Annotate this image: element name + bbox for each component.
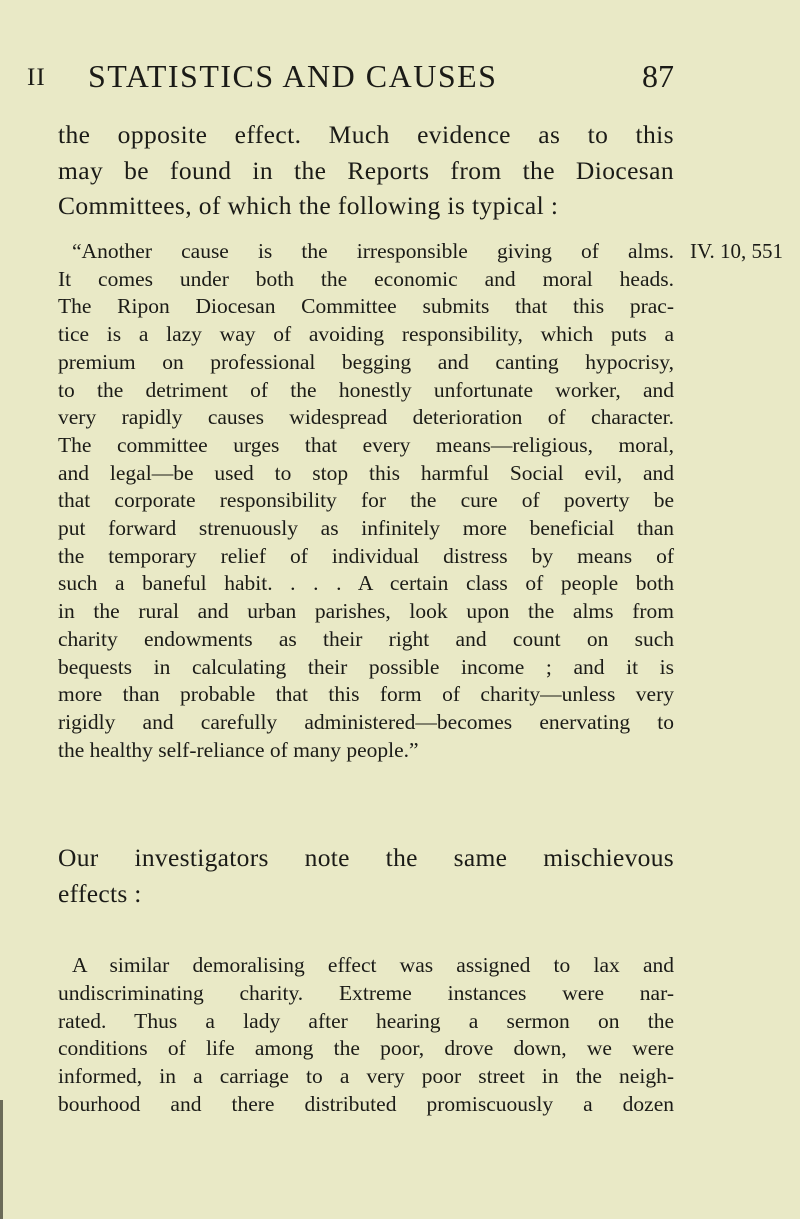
chapter-number: II (27, 64, 46, 91)
text-line: charity endowments as their right and count on such (58, 626, 674, 651)
margin-reference: IV. 10, 551 (690, 239, 783, 263)
text-line: that corporate responsibility for the cure of poverty be (58, 488, 674, 513)
text-line: such a baneful habit. . . . A certain class of people both (58, 571, 674, 596)
text-line: premium on professional begging and canting hypocrisy, (58, 349, 674, 374)
text-line: effects : (58, 879, 142, 908)
text-line: tice is a lazy way of avoiding responsibility, which puts a (58, 322, 674, 347)
text-line: in the rural and urban parishes, look upon the alms from (58, 599, 674, 624)
text-line: more than probable that this form of charity—unless very (58, 682, 674, 707)
running-title: STATISTICS AND CAUSES (88, 58, 498, 94)
demoralising-paragraph (58, 952, 674, 1119)
text-line: the healthy self-reliance of many people.” (58, 737, 419, 762)
text-line: “Another cause is the irresponsible giving of alms. (72, 239, 674, 263)
text-line: very rapidly causes widespread deterioration of character. (58, 405, 674, 430)
text-line: Committees, of which the following is typical : (58, 191, 559, 220)
lead-paragraph (58, 117, 674, 224)
text-line: bourhood and there distributed promiscuously a dozen (58, 1091, 674, 1116)
scan-edge-mark (0, 1100, 3, 1219)
text-line: The Ripon Diocesan Committee submits that this prac- (58, 294, 674, 319)
text-line: Our investigators note the same mischievous (58, 843, 674, 872)
text-line: may be found in the Reports from the Diocesan (58, 155, 674, 185)
text-line: It comes under both the economic and moral heads. (58, 266, 674, 291)
page-header (0, 58, 800, 98)
text-line: and legal—be used to stop this harmful Social evil, and (58, 460, 674, 485)
text-line: informed, in a carriage to a very poor street in the neigh- (58, 1064, 674, 1089)
text-line: undiscriminating charity. Extreme instances were nar- (58, 980, 674, 1005)
text-line: The committee urges that every means—religious, moral, (58, 432, 674, 457)
investigators-paragraph (58, 840, 674, 912)
text-line: to the detriment of the honestly unfortunate worker, and (58, 377, 674, 402)
text-line: rigidly and carefully administered—becomes enervating to (58, 709, 674, 734)
text-line: bequests in calculating their possible income ; and it is (58, 654, 674, 679)
text-line: the temporary relief of individual distress by means of (58, 543, 674, 568)
page-number: 87 (642, 58, 674, 94)
text-line: conditions of life among the poor, drove down, we were (58, 1036, 674, 1061)
text-line: put forward strenuously as infinitely more beneficial than (58, 516, 674, 541)
text-line: rated. Thus a lady after hearing a sermon on the (58, 1008, 674, 1033)
text-line: the opposite effect. Much evidence as to this (58, 120, 674, 149)
quoted-report-paragraph (58, 238, 674, 764)
text-line: A similar demoralising effect was assigned to lax and (72, 953, 674, 977)
